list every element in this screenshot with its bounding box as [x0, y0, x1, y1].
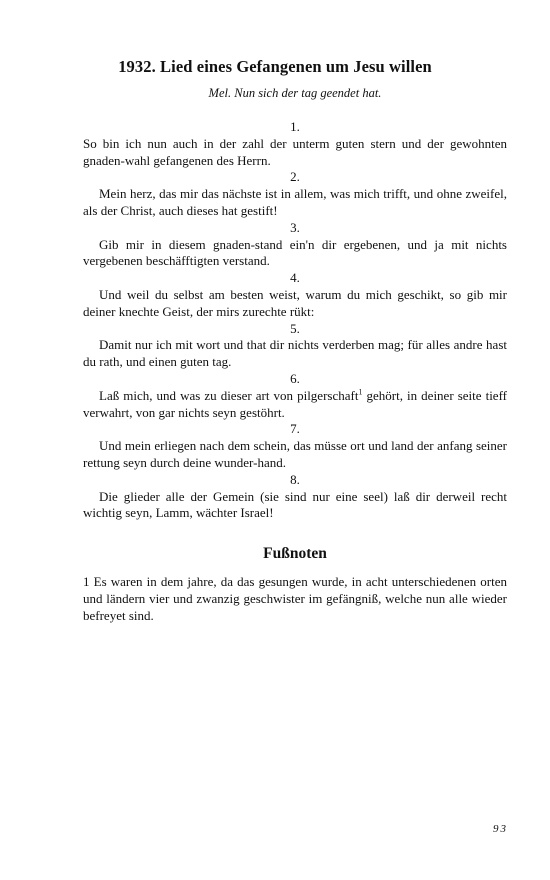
stanza-text: Mein herz, das mir das nächste ist in allem, was mich trifft, und ohne zweifel, als der Christ, auch dieses hat gestift! — [83, 186, 507, 218]
stanza — [83, 421, 507, 471]
page-number: 93 — [493, 823, 508, 835]
stanza-number: 5. — [290, 320, 300, 336]
stanza — [83, 119, 507, 169]
stanza-number: 6. — [290, 370, 300, 386]
stanza-text-part: gehört, in deiner seite tieff verwahrt, von gar nichts seyn gestöhrt. — [83, 387, 507, 420]
hymn-title: 1932. Lied eines Gefangenen um Jesu willen — [118, 57, 432, 76]
stanza-number: 7. — [290, 421, 300, 437]
stanza-number: 2. — [290, 169, 300, 185]
stanza-list — [83, 119, 507, 522]
stanza-text: So bin ich nun auch in der zahl der unterm guten stern und der gewohnten gnaden-wahl gefangenen des Herrn. — [83, 135, 507, 168]
footnotes-heading: Fußnoten — [263, 545, 327, 562]
melody-note: Mel. Nun sich der tag geendet hat. — [208, 86, 382, 100]
stanza — [83, 371, 507, 421]
stanza — [83, 472, 507, 522]
stanza — [83, 169, 507, 219]
stanza-number: 4. — [290, 270, 300, 286]
stanza-text-part: Laß mich, und was zu dieser art von pilgerschaft — [99, 387, 359, 403]
stanza — [83, 220, 507, 270]
stanza-text — [83, 388, 507, 422]
stanza-text: Und mein erliegen nach dem schein, das müsse ort und land der anfang seiner rettung seyn durch deine wunder-hand. — [83, 438, 507, 470]
footnote-text: 1 Es waren in dem jahre, da das gesungen wurde, in acht unterschiedenen orten und ländern vier und zwanzig geschwister im gefängniß, welche nun alle wieder befreyet sind. — [83, 574, 507, 623]
stanza-number: 1. — [290, 119, 300, 134]
stanza — [83, 321, 507, 371]
footnote-reference[interactable]: 1 — [358, 387, 363, 397]
stanza — [83, 270, 507, 320]
stanza-text: Damit nur ich mit wort und that dir nichts verderben mag; für alles andre hast du rath, und einen guten tag. — [83, 337, 507, 370]
stanza-text: Und weil du selbst am besten weist, warum du mich geschikt, so gib mir deiner knechte Geist, der mirs zurechte rükt: — [83, 286, 507, 319]
stanza-number: 3. — [290, 219, 300, 235]
stanza-number: 8. — [290, 471, 300, 487]
stanza-text: Die glieder alle der Gemein (sie sind nur eine seel) laß dir derweil recht wichtig seyn, Lamm, wächter Israel! — [83, 488, 507, 521]
stanza-text: Gib mir in diesem gnaden-stand ein'n dir ergebenen, und ja mit nichts vergebenen beschäfftigten verstand. — [83, 236, 507, 269]
